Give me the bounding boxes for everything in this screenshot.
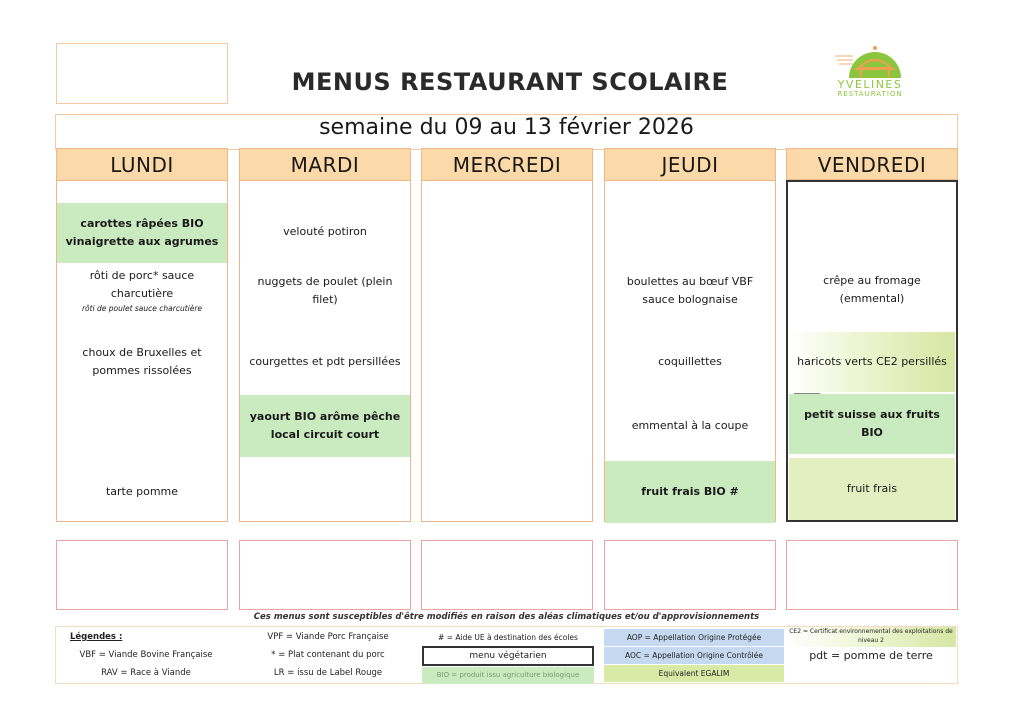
school-logo-placeholder xyxy=(56,43,228,104)
menu-item xyxy=(605,261,775,321)
legend-pork: * = Plat contenant du porc xyxy=(271,650,385,660)
menu-item xyxy=(240,395,410,457)
legend-vpf: VPF = Viande Porc Française xyxy=(267,632,389,642)
menu-item xyxy=(605,461,775,523)
menu-item xyxy=(240,331,410,393)
menu-item xyxy=(240,203,410,261)
day-column-jeudi xyxy=(604,148,776,522)
menu-item-text: choux de Bruxelles et pommes rissolées xyxy=(82,346,202,377)
legend-lr: LR = issu de Label Rouge xyxy=(273,668,383,678)
menu-item xyxy=(57,331,227,393)
page-title: MENUS RESTAURANT SCOLAIRE xyxy=(291,68,729,96)
menu-item-text: crêpe au fromage (emmental) xyxy=(823,274,921,305)
menu-item xyxy=(789,332,955,392)
bottom-box-mardi xyxy=(239,540,411,610)
brand-name: YVELINES xyxy=(837,78,903,91)
menu-item xyxy=(57,261,227,321)
bottom-box-jeudi xyxy=(604,540,776,610)
menu-item xyxy=(57,395,227,457)
menu-item-text: yaourt BIO arôme pêche local circuit court xyxy=(249,410,401,441)
menu-item-text: petit suisse aux fruits BIO xyxy=(804,408,940,439)
menu-item-text: haricots verts CE2 persillés xyxy=(797,355,947,368)
menu-item-text: rôti de porc* sauce charcutière xyxy=(89,269,195,300)
week-title: semaine du 09 au 13 février 2026 xyxy=(319,115,694,140)
day-column-vendredi xyxy=(786,148,958,522)
legend-pdt: pdt = pomme de terre xyxy=(809,649,933,662)
day-column-lundi xyxy=(56,148,228,522)
brand-logo xyxy=(822,38,918,104)
legend-vbf: VBF = Viande Bovine Française xyxy=(79,650,213,660)
menu-item-text: carottes râpées BIO vinaigrette aux agrumes xyxy=(65,217,219,248)
legend-aoc: AOC = Appellation Origine Contrôlée xyxy=(604,647,784,664)
menu-item-text: nuggets de poulet (plein filet) xyxy=(257,275,393,306)
menu-item-text: boulettes au bœuf VBF sauce bolognaise xyxy=(626,275,754,306)
menu-item xyxy=(789,260,955,320)
menu-item xyxy=(605,331,775,393)
bottom-box-vendredi xyxy=(786,540,958,610)
legend-hash: # = Aide UE à destination des écoles xyxy=(438,633,578,642)
cloche-icon xyxy=(835,38,905,78)
menu-item-text: courgettes et pdt persillées xyxy=(249,355,401,368)
menu-item-alternative: rôti de poulet sauce charcutière xyxy=(81,304,203,313)
menu-item-text: coquillettes xyxy=(658,355,722,368)
day-header: JEUDI xyxy=(605,149,775,181)
legend-egalim: Equivalent EGALIM xyxy=(604,665,784,682)
menu-item xyxy=(789,394,955,454)
menu-item-text: velouté potiron xyxy=(283,225,367,238)
legend-title: Légendes : xyxy=(70,632,123,642)
legend-aop: AOP = Appellation Origine Protégée xyxy=(604,629,784,646)
menu-item-text: emmental à la coupe xyxy=(631,419,749,432)
menu-item xyxy=(789,202,955,260)
bottom-box-lundi xyxy=(56,540,228,610)
bottom-box-mercredi xyxy=(421,540,593,610)
legend-rav: RAV = Race à Viande xyxy=(101,668,191,678)
legend-vegetarian: menu végétarien xyxy=(422,646,594,666)
day-header: MARDI xyxy=(240,149,410,181)
menu-item xyxy=(240,461,410,523)
day-header: LUNDI xyxy=(57,149,227,181)
day-column-mardi xyxy=(239,148,411,522)
brand-subtitle: RESTAURATION xyxy=(837,90,903,98)
day-header: MERCREDI xyxy=(422,149,592,181)
disclaimer: Ces menus sont susceptibles d'être modifiés en raison des aléas climatiques et/ou d'approvisionnements xyxy=(253,612,760,622)
legend xyxy=(55,626,958,684)
menu-item-text: fruit frais xyxy=(846,482,898,495)
legend-ce2: CE2 = Certificat environnemental des exploitations de niveau 2 xyxy=(786,627,956,647)
menu-item-text: tarte pomme xyxy=(105,485,179,498)
menu-item xyxy=(605,395,775,457)
legend-bio: BIO = produit issu agriculture biologique xyxy=(422,667,594,684)
day-column-mercredi xyxy=(421,148,593,522)
menu-item xyxy=(57,203,227,263)
menu-item xyxy=(57,461,227,523)
menu-item xyxy=(789,458,955,520)
menu-item xyxy=(605,203,775,261)
menu-item-text: fruit frais BIO # xyxy=(641,485,739,498)
menu-item xyxy=(240,261,410,321)
day-header: VENDREDI xyxy=(786,148,958,180)
